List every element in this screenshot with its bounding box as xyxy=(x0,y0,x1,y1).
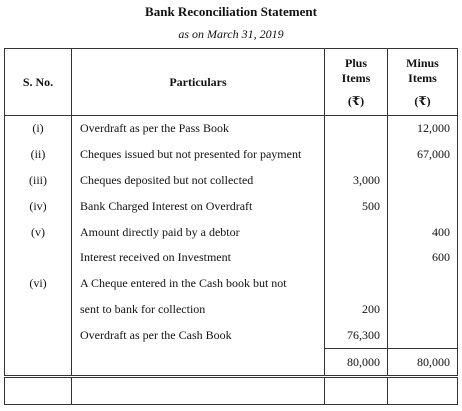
footer-cell xyxy=(388,376,458,404)
row-sno: (v) xyxy=(5,219,72,245)
row-particulars: Cheques issued but not presented for payment xyxy=(72,142,325,168)
row-plus-amount: 3,000 xyxy=(325,168,388,194)
row-sno xyxy=(5,245,72,271)
row-particulars: Overdraft as per the Pass Book xyxy=(72,116,325,142)
table-row xyxy=(5,297,458,323)
table-row xyxy=(5,116,458,142)
row-minus-amount xyxy=(388,193,458,219)
statement-date: as on March 31, 2019 xyxy=(178,27,284,41)
footer-cell xyxy=(5,376,72,404)
plus-header-line1: Plus xyxy=(344,55,367,70)
row-minus-amount xyxy=(388,271,458,297)
row-sno xyxy=(5,322,72,348)
row-particulars: Interest received on Investment xyxy=(72,245,325,271)
plus-header-line2: Items xyxy=(341,70,371,85)
row-minus-amount xyxy=(388,297,458,323)
particulars-header: Particulars xyxy=(72,49,325,116)
row-plus-amount: 500 xyxy=(325,193,388,219)
row-sno: (vi) xyxy=(5,271,72,297)
row-plus-amount xyxy=(325,116,388,142)
header-row xyxy=(5,49,458,116)
plus-items-header xyxy=(325,49,388,116)
row-sno xyxy=(5,297,72,323)
statement-title: Bank Reconciliation Statement xyxy=(145,4,317,19)
total-plus-amount: 80,000 xyxy=(325,349,388,377)
table-row xyxy=(5,271,458,297)
row-minus-amount: 400 xyxy=(388,219,458,245)
table-footer-row xyxy=(5,376,458,404)
reconciliation-table xyxy=(4,48,458,405)
row-sno: (iii) xyxy=(5,168,72,194)
row-minus-amount xyxy=(388,168,458,194)
row-particulars: Amount directly paid by a debtor xyxy=(72,219,325,245)
row-plus-amount xyxy=(325,142,388,168)
totals-particulars-cell xyxy=(72,349,325,377)
row-minus-amount: 12,000 xyxy=(388,116,458,142)
row-plus-amount xyxy=(325,219,388,245)
sno-header: S. No. xyxy=(5,49,72,116)
row-plus-amount xyxy=(325,245,388,271)
minus-currency-label: (₹) xyxy=(414,93,431,108)
row-plus-amount: 76,300 xyxy=(325,322,388,348)
table-row xyxy=(5,168,458,194)
row-plus-amount: 200 xyxy=(325,297,388,323)
total-minus-amount: 80,000 xyxy=(388,349,458,377)
totals-sno-cell xyxy=(5,349,72,377)
totals-row xyxy=(5,349,458,377)
row-particulars: Cheques deposited but not collected xyxy=(72,168,325,194)
row-minus-amount xyxy=(388,322,458,348)
row-sno: (ii) xyxy=(5,142,72,168)
table-row xyxy=(5,142,458,168)
row-sno: (i) xyxy=(5,116,72,142)
row-particulars: sent to bank for collection xyxy=(72,297,325,323)
table-row xyxy=(5,193,458,219)
row-plus-amount xyxy=(325,271,388,297)
plus-currency-label: (₹) xyxy=(347,93,365,108)
footer-cell xyxy=(72,376,325,404)
table-row xyxy=(5,322,458,348)
row-particulars: Overdraft as per the Cash Book xyxy=(72,322,325,348)
row-particulars: A Cheque entered in the Cash book but not xyxy=(72,271,325,297)
row-minus-amount: 600 xyxy=(388,245,458,271)
minus-header-line2: Items xyxy=(408,70,437,85)
minus-items-header xyxy=(388,49,458,116)
row-sno: (iv) xyxy=(5,193,72,219)
row-minus-amount: 67,000 xyxy=(388,142,458,168)
table-row xyxy=(5,219,458,245)
table-row xyxy=(5,245,458,271)
minus-header-line1: Minus xyxy=(406,55,439,70)
row-particulars: Bank Charged Interest on Overdraft xyxy=(72,193,325,219)
footer-cell xyxy=(325,376,388,404)
